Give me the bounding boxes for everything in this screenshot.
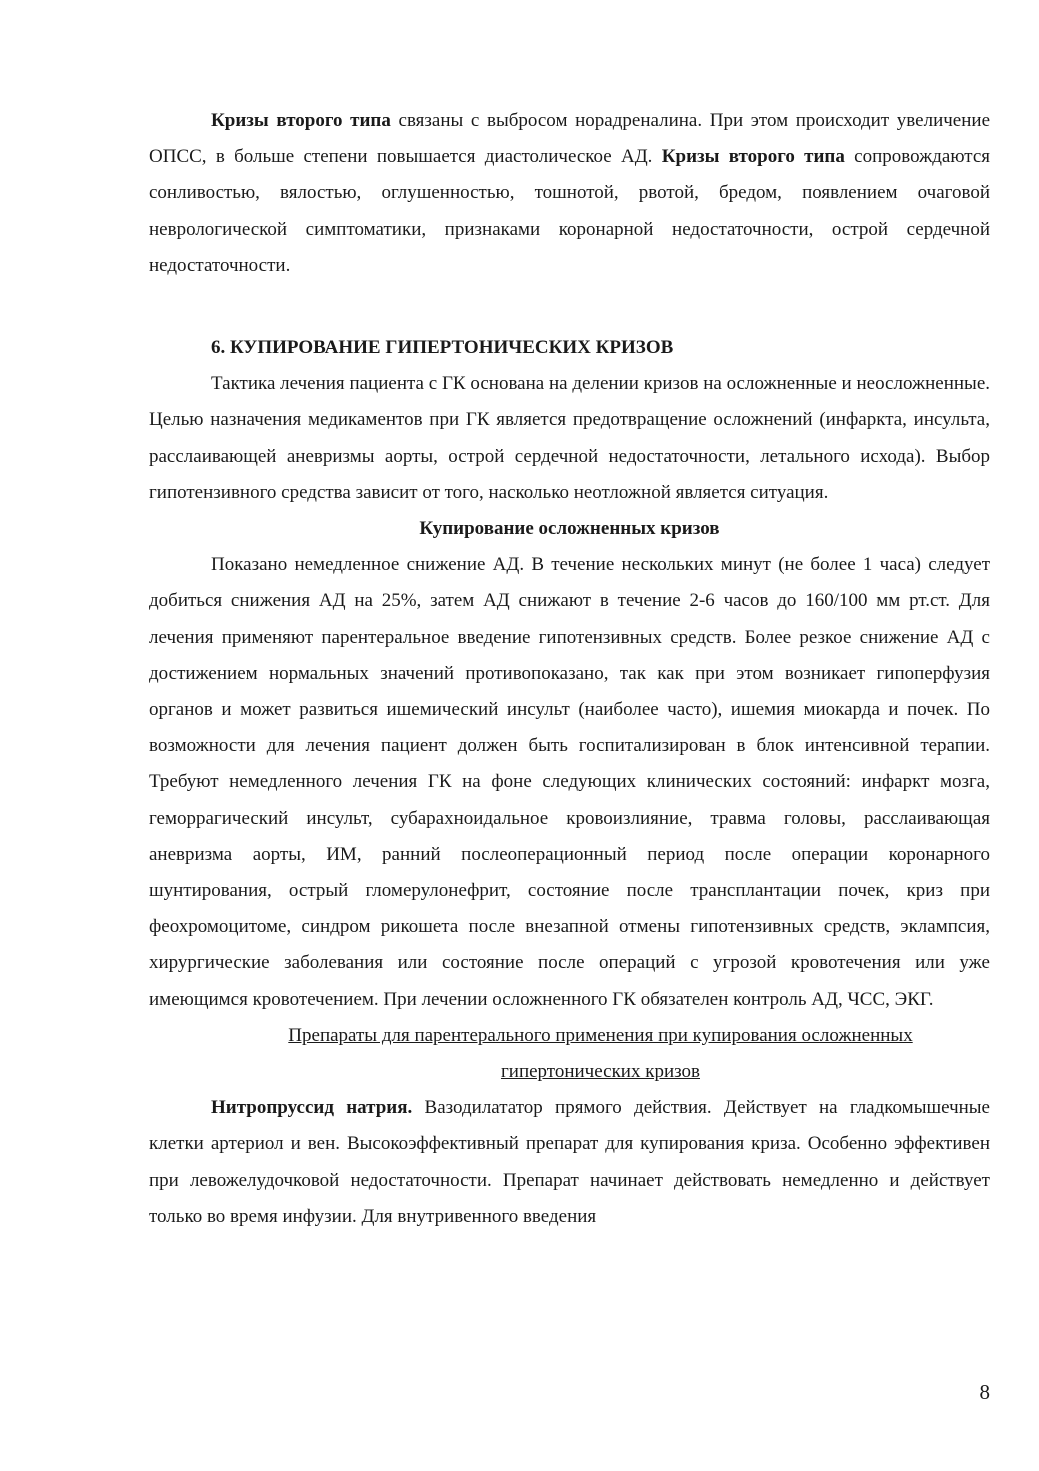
- section-heading: 6. КУПИРОВАНИЕ ГИПЕРТОНИЧЕСКИХ КРИЗОВ: [211, 337, 674, 359]
- paragraph-nitroprusside: [149, 1090, 990, 1235]
- paragraph-crisis-type-two: [149, 103, 990, 284]
- document-page: [149, 103, 990, 1235]
- paragraph-treatment-tactics: Тактика лечения пациента с ГК основана на делении кризов на осложненные и неосложненные. Целью назначения медикаментов при ГК является предотвращение осложнений (инфаркта, инсульта, расслаивающей аневризмы аорты, острой сердечной недостаточности, летального исхода). Выбор гипотензивного средства зависит от того, насколько неотложной является ситуация.: [149, 373, 990, 503]
- paragraph-complicated-crises: Показано немедленное снижение АД. В течение нескольких минут (не более 1 часа) следует добиться снижения АД на 25%, затем АД снижают в течение 2-6 часов до 160/100 мм рт.ст. Для лечения применяют парентеральное введение гипотензивных средств. Более резкое снижение АД с достижением нормальных значений противопоказано, так как при этом возникает гипоперфузия органов и может развиться ишемический инсульт (наиболее часто), ишемия миокарда и почек. По возможности для лечения пациент должен быть госпитализирован в блок интенсивной терапии. Требуют немедленного лечения ГК на фоне следующих клинических состояний: инфаркт мозга, геморрагический инсульт, субарахноидальное кровоизлияние, травма головы, расслаивающая аневризма аорты, ИМ, ранний послеоперационный период после операции коронарного шунтирования, острый гломерулонефрит, состояние после трансплантации почек, криз при феохромоцитоме, синдром рикошета после внезапной отмены гипотензивных средств, эклампсия, хирургические заболевания или состояние после операций с угрозой кровотечения или уже имеющимся кровотечением. При лечении осложненного ГК обязателен контроль АД, ЧСС, ЭКГ.: [149, 554, 990, 1010]
- bold-term: Кризы второго типа: [661, 146, 845, 168]
- paragraph-text: связаны с выбросом норадреналина. При этом происходит увеличение ОПСС, в больше степени повышается диастолическое АД.: [149, 110, 990, 168]
- bold-term: Кризы второго типа: [211, 110, 391, 131]
- underlined-title-line1: Препараты для парентерального применения при купирования осложненных: [288, 1024, 913, 1046]
- page-number: 8: [979, 1380, 990, 1404]
- underlined-title: [149, 1018, 990, 1090]
- bold-term: Нитропруссид натрия.: [211, 1097, 413, 1119]
- subheading: Купирование осложненных кризов: [419, 518, 720, 540]
- underlined-title-line2: гипертонических кризов: [500, 1061, 700, 1083]
- paragraph-text: сопровождаются сонливостью, вялостью, оглушенностью, тошнотой, рвотой, бредом, появлением очаговой неврологической симптоматики, признаками коронарной недостаточности, острой сердечной недостаточности.: [149, 146, 990, 276]
- paragraph-text: Вазодилататор прямого действия. Действует на гладкомышечные клетки артериол и вен. Высокоэффективный препарат для купирования криза. Особенно эффективен при левожелудочковой недостаточности. Препарат начинает действовать немедленно и действует только во время инфузии. Для внутривенного введения: [149, 1097, 990, 1227]
